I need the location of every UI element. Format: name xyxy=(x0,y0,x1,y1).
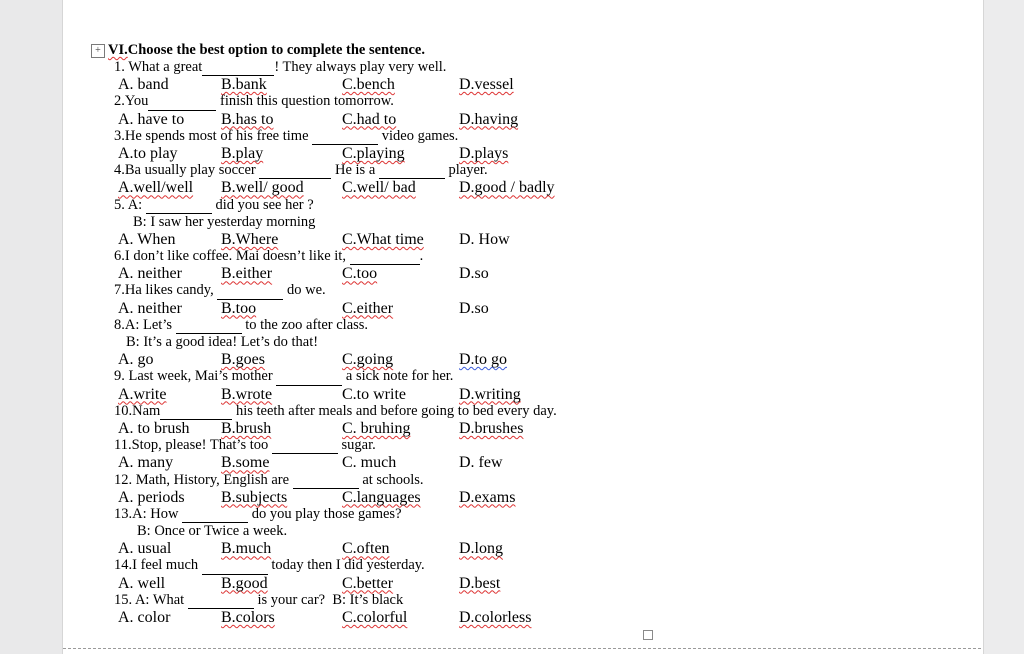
table-move-handle-icon[interactable]: + xyxy=(91,44,105,58)
option-c: C.better xyxy=(342,574,394,592)
page-break-line xyxy=(63,648,981,649)
option-b: B.good xyxy=(221,574,268,592)
option-d: D.brushes xyxy=(459,419,524,437)
question-text: today then I did yesterday. xyxy=(271,557,425,574)
option-c: C.What time xyxy=(342,230,424,248)
options-row xyxy=(91,145,911,162)
option-c: C.had to xyxy=(342,110,397,128)
answer-blank xyxy=(148,97,216,111)
option-d: D.to go xyxy=(459,351,507,369)
answer-blank xyxy=(176,320,242,334)
option-b: B.bank xyxy=(221,76,267,94)
option-d: D.colorless xyxy=(459,609,532,626)
answer-blank xyxy=(160,406,232,420)
answer-blank xyxy=(293,475,359,489)
options-row xyxy=(91,454,911,471)
question-5 xyxy=(91,197,911,214)
question-15 xyxy=(91,592,911,609)
question-text: do you play those games? xyxy=(251,505,402,522)
option-d: D.exams xyxy=(459,488,516,506)
option-b: B.play xyxy=(221,144,264,162)
question-9 xyxy=(91,368,911,385)
question-text: 13.A: How xyxy=(114,505,179,522)
question-text: 12. Math, History, English are xyxy=(114,471,290,488)
question-14 xyxy=(91,557,911,574)
options-row xyxy=(91,420,911,437)
option-b: B.colors xyxy=(221,609,275,626)
dialogue-text: B: Once or Twice a week. xyxy=(137,523,288,540)
answer-blank xyxy=(146,200,212,214)
question-text: 14.I feel much xyxy=(114,557,199,574)
option-b: B.too xyxy=(221,299,257,317)
options-row xyxy=(91,540,911,557)
exercise-content xyxy=(91,42,911,626)
question-text: 3.He spends most of his free time xyxy=(114,127,309,144)
option-a: A. neither xyxy=(118,265,182,283)
option-d: D. How xyxy=(459,230,510,248)
answer-blank xyxy=(312,131,378,145)
option-a: A. well xyxy=(118,574,166,592)
question-text: . xyxy=(419,248,424,265)
question-text: 15. A: What xyxy=(114,591,185,608)
option-c: C.well/ bad xyxy=(342,179,416,197)
question-text: 8.A: Let’s xyxy=(114,316,172,333)
option-a: A. When xyxy=(118,230,176,248)
option-b: B.has to xyxy=(221,110,274,128)
option-a: A.well/well xyxy=(118,179,194,197)
option-c: C.often xyxy=(342,540,390,558)
question-2 xyxy=(91,93,911,110)
question-text: 11.Stop, please! That’s too xyxy=(114,437,269,454)
answer-blank xyxy=(272,440,338,454)
question-text: 2.You xyxy=(114,93,149,110)
option-c: C. much xyxy=(342,454,397,472)
option-a: A. color xyxy=(118,609,171,626)
option-d: D.having xyxy=(459,110,519,128)
question-text: 6.I don’t like coffee. Mai doesn’t like it, xyxy=(114,248,346,265)
question-text: sugar. xyxy=(341,437,376,454)
dialogue-text: B: It’s black xyxy=(332,591,404,608)
question-8 xyxy=(91,317,911,334)
option-c: C.playing xyxy=(342,144,405,162)
question-text: finish this question tomorrow. xyxy=(220,93,394,110)
options-row xyxy=(91,351,911,368)
question-text: his teeth after meals and before going to bed every day. xyxy=(235,402,557,419)
scrollbar-track[interactable] xyxy=(984,0,1024,654)
option-c: C.languages xyxy=(342,488,421,506)
answer-blank xyxy=(202,62,274,76)
option-d: D.so xyxy=(459,265,489,283)
options-row xyxy=(91,489,911,506)
options-row xyxy=(91,76,911,93)
question-text: ! They always play very well. xyxy=(274,59,447,75)
options-row xyxy=(91,111,911,128)
question-1 xyxy=(91,59,911,76)
options-row xyxy=(91,179,911,196)
question-text: a sick note for her. xyxy=(345,368,454,385)
dialogue-line xyxy=(91,214,911,231)
question-text: player. xyxy=(448,162,488,179)
option-b: B.Where xyxy=(221,230,279,248)
answer-blank xyxy=(182,509,248,523)
question-text: to the zoo after class. xyxy=(245,316,369,333)
question-text: 9. Last week, Mai’s mother xyxy=(114,368,273,385)
option-c: C.going xyxy=(342,351,394,369)
question-text: at schools. xyxy=(362,471,424,488)
option-d: D.so xyxy=(459,299,489,317)
option-a: A. neither xyxy=(118,299,182,317)
option-b: B.subjects xyxy=(221,488,288,506)
options-row xyxy=(91,231,911,248)
heading-prefix: VI. xyxy=(108,42,128,58)
table-resize-handle-icon[interactable] xyxy=(643,630,653,640)
option-c xyxy=(342,420,410,438)
question-text: is your car? xyxy=(257,591,326,608)
heading-text: Choose the best option to complete the sentence. xyxy=(127,42,425,58)
option-b: B.some xyxy=(221,454,270,472)
answer-blank xyxy=(379,165,445,179)
question-7 xyxy=(91,282,911,299)
question-text: 1. What a great xyxy=(114,59,203,75)
option-c: C.colorful xyxy=(342,609,408,626)
answer-blank xyxy=(217,286,283,300)
option-a: A. many xyxy=(118,454,174,472)
question-4 xyxy=(91,162,911,179)
question-text: He is a xyxy=(335,162,376,179)
question-text: video games. xyxy=(381,127,459,144)
option-b: B.wrote xyxy=(221,385,273,403)
options-row xyxy=(91,300,911,317)
dialogue-line xyxy=(91,523,911,540)
answer-blank xyxy=(188,595,254,609)
dialogue-text: B: It’s a good idea! Let’s do that! xyxy=(126,334,319,350)
option-c: C.bench xyxy=(342,76,395,94)
question-13 xyxy=(91,506,911,523)
question-11 xyxy=(91,437,911,454)
options-row xyxy=(91,575,911,592)
option-a: A. band xyxy=(118,76,169,94)
option-a: A. go xyxy=(118,351,154,369)
question-text: 10.Nam xyxy=(114,402,161,419)
options-row xyxy=(91,265,911,282)
option-b: B.goes xyxy=(221,351,265,369)
question-3 xyxy=(91,128,911,145)
question-12 xyxy=(91,472,911,489)
option-a: A. to brush xyxy=(118,419,190,437)
dialogue-line xyxy=(91,334,911,351)
option-d: D.vessel xyxy=(459,76,514,94)
question-text: 5. A: xyxy=(114,196,143,213)
question-text: 4.Ba usually play soccer xyxy=(114,162,256,179)
answer-blank xyxy=(202,561,268,575)
option-a: A.write xyxy=(118,385,167,403)
option-a: A. have to xyxy=(118,110,185,128)
answer-blank xyxy=(350,251,420,265)
option-b: B.brush xyxy=(221,419,272,437)
option-c: C.too xyxy=(342,265,378,283)
option-b: B.well/ good xyxy=(221,179,304,197)
option-d: D.good / badly xyxy=(459,179,555,197)
option-d: D. few xyxy=(459,454,503,472)
option-c-text: C. bruhing xyxy=(342,419,411,437)
question-10 xyxy=(91,403,911,420)
option-d: D.long xyxy=(459,540,503,558)
question-text: 7.Ha likes candy, xyxy=(114,282,214,299)
option-b: B.much xyxy=(221,540,272,558)
option-c: C.either xyxy=(342,299,394,317)
exercise-heading xyxy=(91,42,911,59)
question-text: did you see her ? xyxy=(215,196,314,213)
answer-blank xyxy=(259,165,331,179)
option-a: A. usual xyxy=(118,540,172,558)
option-b: B.either xyxy=(221,265,273,283)
option-d: D.best xyxy=(459,574,501,592)
options-row xyxy=(91,386,911,403)
dialogue-text: B: I saw her yesterday morning xyxy=(133,213,316,230)
options-row xyxy=(91,609,911,626)
answer-blank xyxy=(276,372,342,386)
option-a: A. periods xyxy=(118,488,185,506)
option-a: A.to play xyxy=(118,144,178,162)
option-d: D.plays xyxy=(459,144,509,162)
question-6 xyxy=(91,248,911,265)
question-text: do we. xyxy=(286,282,326,299)
option-c: C.to write xyxy=(342,385,406,403)
option-d: D.writing xyxy=(459,385,521,403)
